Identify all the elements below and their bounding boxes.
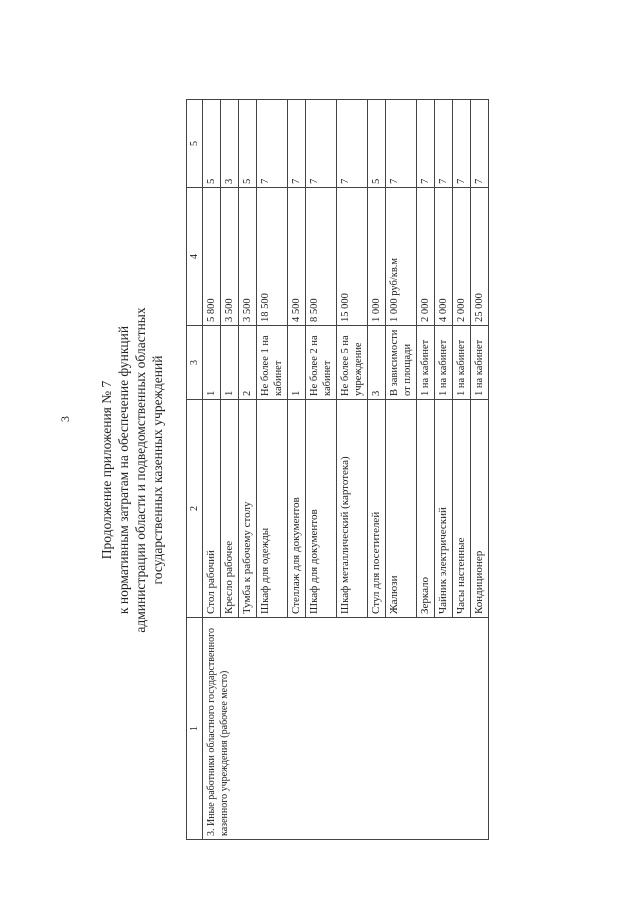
- quantity-cell: 1: [221, 326, 239, 400]
- quantity-cell: 1 на кабинет: [453, 326, 471, 400]
- service-years-cell: 3: [221, 100, 239, 188]
- heading-line-1: Продолжение приложения № 7: [99, 380, 114, 560]
- quantity-cell: 1: [288, 326, 306, 400]
- quantity-cell: 2: [239, 326, 257, 400]
- item-name-cell: Зеркало: [417, 400, 435, 618]
- service-years-cell: 7: [417, 100, 435, 188]
- quantity-cell: Не более 1 на кабинет: [257, 326, 288, 400]
- quantity-cell: 3: [368, 326, 386, 400]
- heading-line-3: администрации области и подведомственных областных: [133, 307, 148, 633]
- table-row: [203, 100, 221, 840]
- quantity-cell: Не более 5 на учреждение: [337, 326, 368, 400]
- heading-line-4: государственных казенных учреждений: [150, 355, 165, 585]
- header-cell: 5: [187, 100, 203, 188]
- item-name-cell: Стеллаж для документов: [288, 400, 306, 618]
- item-name-cell: Шкаф для одежды: [257, 400, 288, 618]
- header-cell: 3: [187, 326, 203, 400]
- price-cell: 3 500: [239, 188, 257, 326]
- price-cell: 3 500: [221, 188, 239, 326]
- price-cell: 8 500: [306, 188, 337, 326]
- quantity-cell: Не более 2 на кабинет: [306, 326, 337, 400]
- service-years-cell: 7: [435, 100, 453, 188]
- service-years-cell: 7: [386, 100, 417, 188]
- item-name-cell: Кресло рабочее: [221, 400, 239, 618]
- price-cell: 1 000 руб/кв.м: [386, 188, 417, 326]
- item-name-cell: Шкаф металлический (картотека): [337, 400, 368, 618]
- header-cell: 4: [187, 188, 203, 326]
- service-years-cell: 7: [288, 100, 306, 188]
- price-cell: 2 000: [417, 188, 435, 326]
- service-years-cell: 5: [203, 100, 221, 188]
- item-name-cell: Шкаф для документов: [306, 400, 337, 618]
- table-header-row: [187, 100, 203, 840]
- price-cell: 18 500: [257, 188, 288, 326]
- item-name-cell: Кондиционер: [471, 400, 489, 618]
- item-name-cell: Чайник электрический: [435, 400, 453, 618]
- quantity-cell: 1 на кабинет: [435, 326, 453, 400]
- header-cell: 1: [187, 618, 203, 840]
- service-years-cell: 7: [337, 100, 368, 188]
- service-years-cell: 7: [306, 100, 337, 188]
- item-name-cell: Часы настенные: [453, 400, 471, 618]
- service-years-cell: 5: [368, 100, 386, 188]
- heading-line-2: к нормативным затратам на обеспечение функций: [116, 325, 131, 615]
- price-cell: 5 800: [203, 188, 221, 326]
- header-cell: 2: [187, 400, 203, 618]
- service-years-cell: 7: [471, 100, 489, 188]
- price-cell: 15 000: [337, 188, 368, 326]
- item-name-cell: Стол рабочий: [203, 400, 221, 618]
- quantity-cell: 1: [203, 326, 221, 400]
- quantity-cell: 1 на кабинет: [471, 326, 489, 400]
- price-cell: 4 500: [288, 188, 306, 326]
- price-cell: 1 000: [368, 188, 386, 326]
- service-years-cell: 7: [453, 100, 471, 188]
- norms-table: [186, 99, 489, 840]
- rotated-sheet: [98, 100, 528, 840]
- service-years-cell: 5: [239, 100, 257, 188]
- quantity-cell: 1 на кабинет: [417, 326, 435, 400]
- quantity-cell: В зависимости от площади: [386, 326, 417, 400]
- item-name-cell: Жалюзи: [386, 400, 417, 618]
- price-cell: 2 000: [453, 188, 471, 326]
- category-cell: 3. Иные работники областного государственного казенного учреждения (рабочее место): [203, 618, 489, 840]
- price-cell: 4 000: [435, 188, 453, 326]
- service-years-cell: 7: [257, 100, 288, 188]
- price-cell: 25 000: [471, 188, 489, 326]
- document-heading: [98, 100, 166, 840]
- item-name-cell: Тумба к рабочему столу: [239, 400, 257, 618]
- page-number: 3: [58, 416, 72, 422]
- table-body: [203, 100, 489, 840]
- item-name-cell: Стул для посетителей: [368, 400, 386, 618]
